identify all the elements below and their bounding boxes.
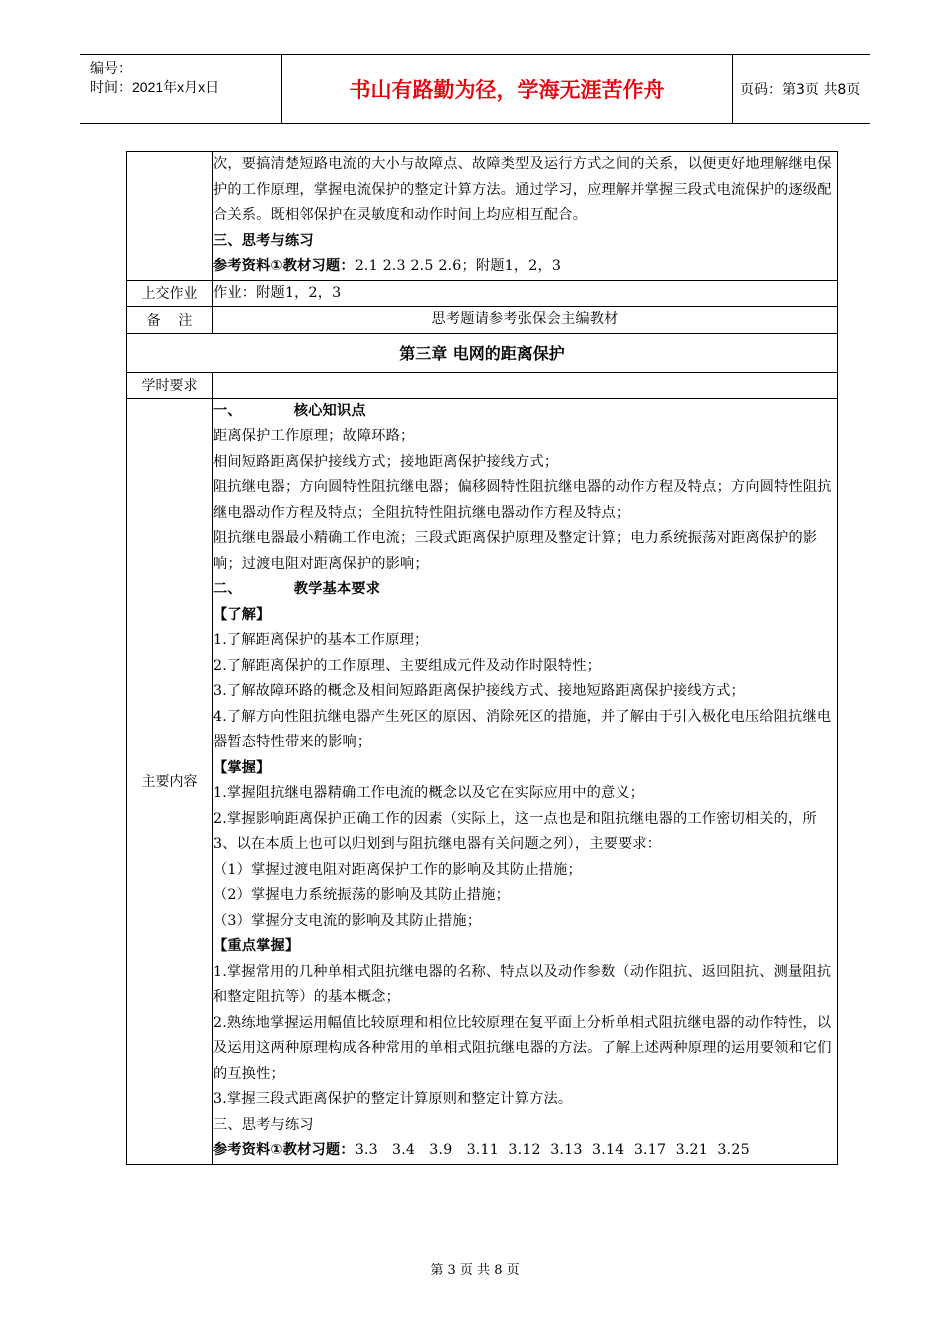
section1-practice-heading: 三、思考与练习: [213, 232, 314, 249]
header-meta: [90, 59, 219, 97]
main-content-label: 主要内容: [127, 398, 213, 1164]
syllabus-table: [126, 151, 838, 1165]
core-item: 相间短路距离保护接线方式；接地距离保护接线方式；: [213, 453, 559, 470]
understand-item: 1.了解距离保护的基本工作原理；: [213, 632, 429, 648]
section1-content: [213, 152, 838, 281]
key-item: 3.掌握三段式距离保护的整定计算原则和整定计算方法。: [213, 1091, 573, 1107]
main-reference-label: 参考资料①教材习题：: [213, 1142, 355, 1158]
master-item: 2.掌握影响距离保护正确工作的因素（实际上，这一点也是和阻抗继电器的工作密切相关的，所3、以在本质上也可以归划到与阻抗继电器有关问题之列），主要要求：: [213, 810, 817, 852]
section1-label-cell: [127, 152, 213, 281]
master-label: 【掌握】: [213, 759, 271, 776]
header-motto: 书山有路勤为径，学海无涯苦作舟: [281, 55, 733, 123]
main-practice-heading: 三、思考与练习: [213, 1116, 314, 1133]
hours-row: [127, 372, 838, 398]
master-item: （3）掌握分支电流的影响及其防止措施；: [213, 912, 482, 929]
section1-paragraph: 次，要搞清楚短路电流的大小与故障点、故障类型及运行方式之间的关系，以便更好地理解继电保护的工作原理，掌握电流保护的整定计算方法。通过学习，应理解并掌握三段式电流保护的逐级配合关系。既相邻保护在灵敏度和动作时间上均应相互配合。: [213, 156, 832, 223]
core-heading: 一、 核心知识点: [213, 402, 366, 419]
key-item: 1.掌握常用的几种单相式阻抗继电器的名称、特点以及动作参数（动作阻抗、返回阻抗、测量阻抗和整定阻抗等）的基本概念；: [213, 963, 832, 1005]
homework-label: 上交作业: [127, 280, 213, 307]
section1-reference: [213, 254, 837, 280]
remark-label: 备 注: [127, 307, 213, 334]
master-item: （2）掌握电力系统振荡的影响及其防止措施；: [213, 887, 510, 903]
understand-label: 【了解】: [213, 606, 271, 623]
core-item: 阻抗继电器最小精确工作电流；三段式距离保护原理及整定计算；电力系统振荡对距离保护的影响；过渡电阻对距离保护的影响；: [213, 530, 818, 572]
time-label: 时间：2021年x月x日: [90, 79, 220, 95]
main-content-row: [127, 398, 838, 1164]
page-header: [80, 54, 870, 124]
homework-row: [127, 280, 838, 307]
reference-text: 2.1 2.3 2.5 2.6；附题1，2，3: [354, 258, 562, 274]
understand-item: 2.了解距离保护的工作原理、主要组成元件及动作时限特性；: [213, 657, 602, 674]
page-footer: 第 3 页 共 8 页: [430, 1263, 520, 1278]
main-reference-text: 3.3 3.4 3.9 3.11 3.12 3.13 3.14 3.17 3.21 3.25: [354, 1142, 750, 1158]
header-page-info: 页码：第3页 共8页: [740, 82, 861, 98]
homework-text: 作业：附题1，2，3: [213, 280, 838, 307]
reference-label: 参考资料①教材习题：: [213, 258, 355, 274]
understand-item: 4.了解方向性阻抗继电器产生死区的原因、消除死区的措施，并了解由于引入极化电压给阻抗继电器暂态特性带来的影响；: [213, 708, 832, 750]
requirements-heading: 二、 教学基本要求: [213, 581, 381, 597]
key-label: 【重点掌握】: [213, 938, 300, 954]
main-reference: [213, 1138, 837, 1164]
core-item: 距离保护工作原理；故障环路；: [213, 428, 415, 444]
hours-label: 学时要求: [127, 372, 213, 398]
remark-row: [127, 307, 838, 334]
master-item: （1）掌握过渡电阻对距离保护工作的影响及其防止措施；: [213, 861, 582, 878]
chapter-title: 第三章 电网的距离保护: [127, 333, 838, 372]
hours-text: [213, 372, 838, 398]
understand-item: 3.了解故障环路的概念及相间短路距离保护接线方式、接地短路距离保护接线方式；: [213, 683, 745, 699]
chapter-row: [127, 333, 838, 372]
number-label: 编号：: [90, 60, 132, 76]
remark-text: 思考题请参考张保会主编教材: [213, 307, 838, 334]
master-item: 1.掌握阻抗继电器精确工作电流的概念以及它在实际应用中的意义；: [213, 785, 645, 801]
section1-row: [127, 152, 838, 281]
main-content: [213, 398, 838, 1164]
core-item: 阻抗继电器；方向圆特性阻抗继电器；偏移圆特性阻抗继电器的动作方程及特点；方向圆特性阻抗继电器动作方程及特点；全阻抗特性阻抗继电器动作方程及特点；: [213, 479, 832, 521]
key-item: 2.熟练地掌握运用幅值比较原理和相位比较原理在复平面上分析单相式阻抗继电器的动作特性，以及运用这两种原理构成各种常用的单相式阻抗继电器的方法。了解上述两种原理的运用要领和它们的互换性；: [213, 1014, 832, 1082]
